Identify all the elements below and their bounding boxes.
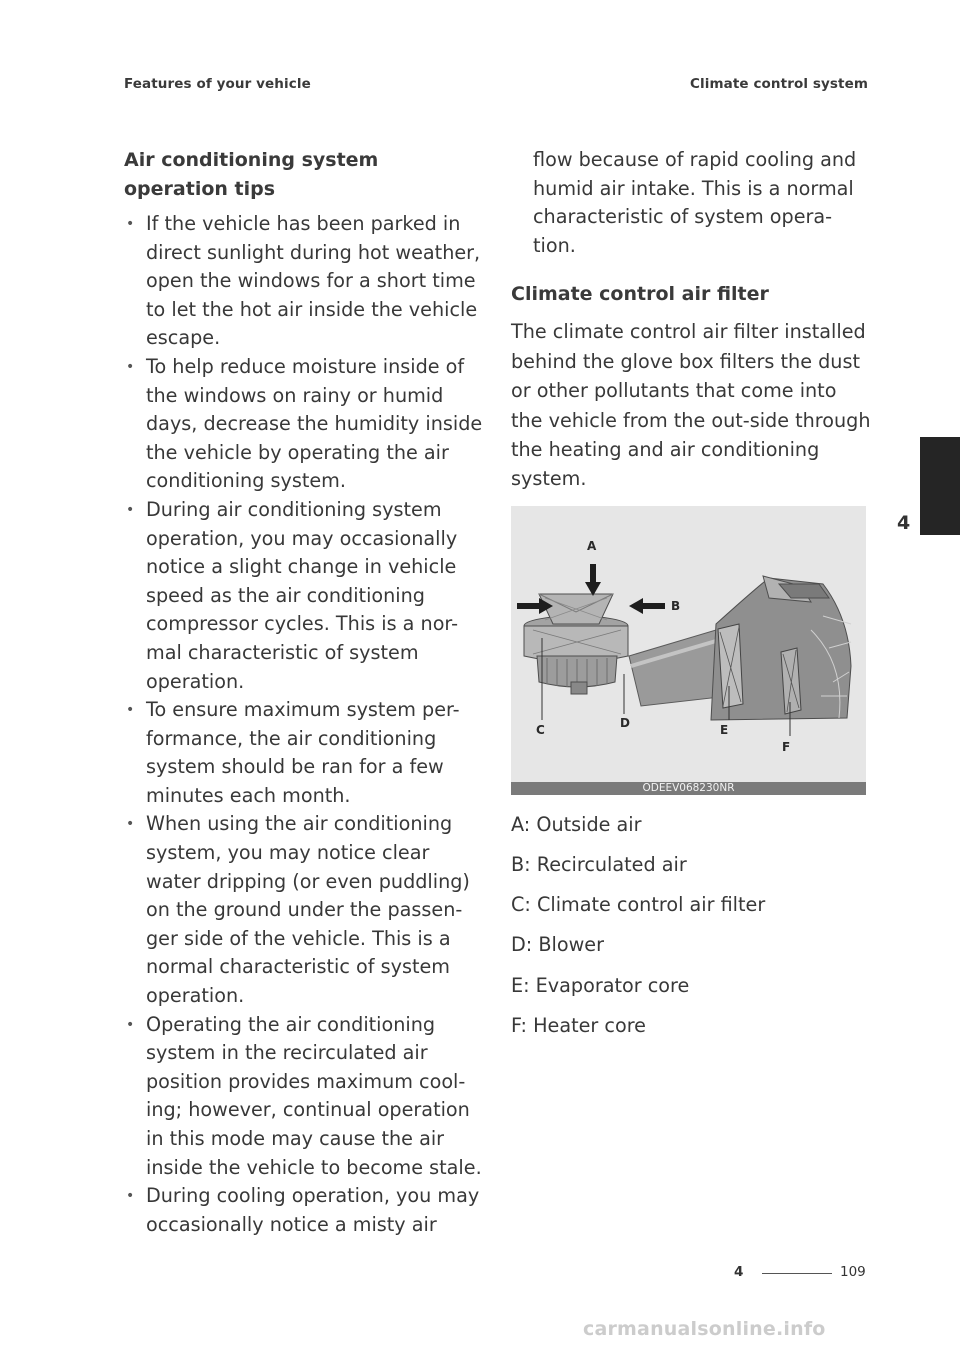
tips-list-continued <box>511 146 873 260</box>
callout-c: C <box>536 722 545 737</box>
callout-e: E <box>720 722 729 737</box>
figure-legend <box>511 805 873 1046</box>
tip-item-continuation: flow because of rapid cooling and humid air intake. This is a normal characteristic of system opera-tion. <box>533 148 857 257</box>
filter-description: The climate control air filter installed behind the glove box filters the dust or other pollutants that come into the vehicle from the out-side through the heating and air conditioning system. <box>511 320 871 491</box>
callout-a: A <box>587 538 597 553</box>
bullet-icon: • <box>126 358 135 375</box>
watermark: carmanualsonline.info <box>583 1318 826 1340</box>
right-column <box>511 146 873 1046</box>
left-column <box>124 146 486 1239</box>
callout-b: B <box>671 598 681 613</box>
legend-item: B: Recirculated air <box>511 853 687 877</box>
bullet-icon: • <box>126 1016 135 1033</box>
tip-item: • When using the air conditioning system, you may notice clear water dripping (or even puddling) on the ground under the passen-ger side of the vehicle. This is a normal characteristic of system operation. <box>126 812 470 1008</box>
legend-item: A: Outside air <box>511 812 642 836</box>
figure-code: ODEEV068230NR <box>511 782 866 795</box>
hvac-unit-illustration <box>511 506 866 795</box>
bullet-icon: • <box>126 702 135 719</box>
filter-heading: Climate control air filter <box>511 283 769 306</box>
bullet-icon: • <box>126 816 135 833</box>
tip-item: • Operating the air conditioning system in the recirculated air position provides maximum cool-ing; however, continual operation in this mode may cause the air inside the vehicle to become stale. <box>126 1012 482 1179</box>
callout-d: D <box>620 715 630 730</box>
chapter-tab-number: 4 <box>897 512 911 534</box>
tip-item: • If the vehicle has been parked in direct sunlight during hot weather, open the windows for a short time to let the hot air inside the vehicle escape. <box>126 212 481 350</box>
legend-item: E: Evaporator core <box>511 973 690 997</box>
running-header-topic: Climate control system <box>690 76 868 92</box>
callout-f: F <box>782 739 791 754</box>
legend-item: C: Climate control air filter <box>511 893 766 917</box>
legend-item: D: Blower <box>511 933 604 957</box>
bullet-icon: • <box>126 216 135 232</box>
tip-item: • To ensure maximum system per-formance, the air conditioning system should be ran for a few minutes each month. <box>126 698 460 807</box>
bullet-icon: • <box>126 501 135 518</box>
bullet-icon: • <box>126 1188 135 1205</box>
tip-item: • During air conditioning system operation, you may occasionally notice a slight change in vehicle speed as the air conditioning compressor cycles. This is a nor-mal characteristic of system operation. <box>126 497 459 693</box>
air-filter-diagram <box>511 506 866 795</box>
running-header-section: Features of your vehicle <box>124 76 311 92</box>
tips-heading: Air conditioning system operation tips <box>124 149 379 200</box>
footer-chapter-number: 4 <box>734 1264 744 1280</box>
chapter-thumb-tab <box>920 437 960 535</box>
legend-item: F: Heater core <box>511 1013 646 1037</box>
footer-page-number: 109 <box>840 1264 866 1280</box>
footer-divider <box>762 1273 832 1274</box>
tip-item: • To help reduce moisture inside of the windows on rainy or humid days, decrease the humidity inside the vehicle by operating the air conditioning system. <box>126 354 483 493</box>
tip-item: • During cooling operation, you may occasionally notice a misty air <box>126 1184 480 1236</box>
tips-list <box>124 210 486 1239</box>
